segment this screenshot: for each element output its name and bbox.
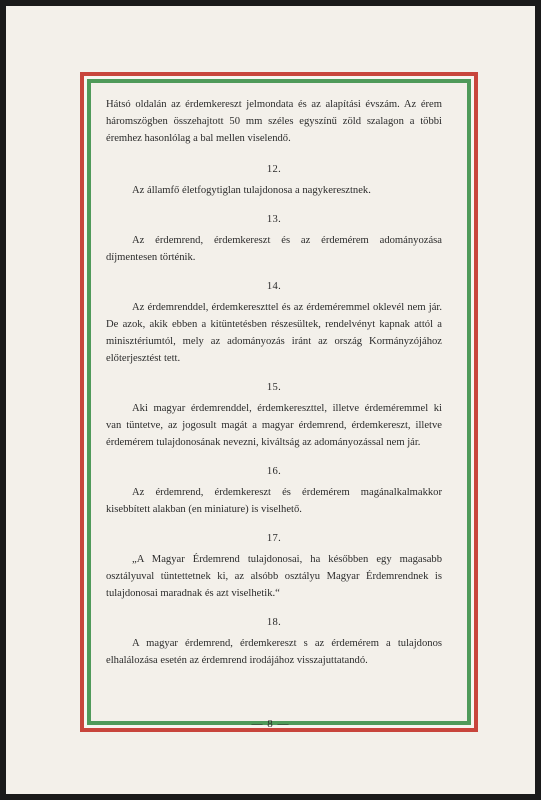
section-text-16: Az érdemrend, érdemkereszt és érdemérem magánalkalmakkor kisebbített alakban (en miniature) is viselhető. [106, 487, 442, 515]
section-text-18: A magyar érdemrend, érdemkereszt s az érdemérem a tulajdonos elhalálozása esetén az érdemrend irodájához visszajuttatandó. [106, 638, 442, 666]
page-number: — 8 — [251, 718, 290, 730]
section-number-15: 15. [266, 382, 282, 393]
section-number-13: 13. [266, 214, 282, 225]
section-number-18: 18. [266, 617, 282, 628]
section-text-14: Az érdemrenddel, érdemkereszttel és az érdeméremmel oklevél nem jár. De azok, akik ebben a kitüntetésben részesültek, rendelvényt kapnak attól a minisztériumtól, mely az adományozás iránt az ország Kormányzójához előterjesztést tett. [106, 302, 442, 364]
section-number-16: 16. [266, 466, 282, 477]
section-text-15: Aki magyar érdemrenddel, érdemkereszttel, illetve érdeméremmel ki van tüntetve, az jogosult magát a magyar érdemrend, érdemkereszt, illetve érdemérem tulajdonosának nevezni, kiváltság az adományozással nem jár. [106, 403, 442, 448]
intro-paragraph: Hátsó oldalán az érdemkereszt jelmondata és az alapítási évszám. Az érem háromszögben összehajtott 50 mm széles egyszínű zöld szalagon a többi éremhez hasonlólag a bal mellen viselendő. [106, 99, 442, 144]
document-body [106, 96, 442, 669]
section-text-13: Az érdemrend, érdemkereszt és az érdemérem adományozása díjmentesen történik. [106, 235, 442, 263]
section-number-12: 12. [266, 164, 282, 175]
section-number-14: 14. [266, 281, 282, 292]
section-number-17: 17. [266, 533, 282, 544]
section-text-17: „A Magyar Érdemrend tulajdonosai, ha későbben egy magasabb osztályuval tüntettetnek ki, az alsóbb osztályu Magyar Érdemrendnek is tulajdonosai maradnak és azt viselhetik.“ [106, 554, 442, 599]
section-text-12: Az államfő életfogytiglan tulajdonosa a nagykeresztnek. [132, 185, 371, 196]
